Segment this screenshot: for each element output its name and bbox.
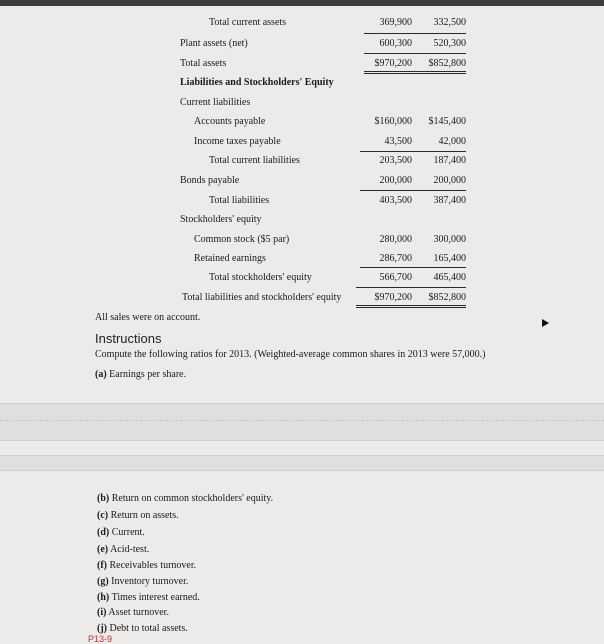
row-label: Income taxes payable [194, 136, 281, 147]
row-label: Total current liabilities [209, 155, 300, 166]
row-label: Total stockholders' equity [209, 272, 312, 283]
row-value-2013: 403,500 [379, 195, 412, 206]
row-value-2012: 165,400 [433, 253, 466, 264]
item-letter: (g) [97, 576, 109, 587]
subsection-heading: Current liabilities [180, 97, 251, 108]
row-value-2012: 465,400 [433, 272, 466, 283]
item-letter: (e) [97, 544, 109, 555]
item-letter: (h) [97, 592, 110, 603]
note-text: All sales were on account. [95, 312, 201, 323]
item-text: Inventory turnover. [111, 576, 189, 587]
row-label: Accounts payable [194, 116, 266, 127]
section-heading: Liabilities and Stockholders' Equity [180, 77, 334, 88]
row-label: Bonds payable [180, 175, 240, 186]
row-label: Total assets [180, 58, 227, 69]
item-text: Times interest earned. [111, 592, 200, 603]
row-value-2013: 600,300 [379, 38, 412, 49]
double-underline-bottom [364, 73, 466, 74]
row-value-2012: 520,300 [433, 38, 466, 49]
row-value-2013: $970,200 [374, 292, 412, 303]
row-value-2012: $852,800 [428, 292, 466, 303]
underline [356, 287, 466, 288]
list-item [97, 623, 188, 634]
mouse-cursor-icon [542, 319, 549, 327]
list-item [97, 527, 145, 538]
row-label: Plant assets (net) [180, 38, 248, 49]
row-label: Total current assets [209, 17, 287, 28]
underline [364, 33, 466, 34]
row-value-2012: 332,500 [433, 17, 466, 28]
row-value-2012: 300,000 [433, 234, 466, 245]
row-value-2013: 43,500 [384, 136, 412, 147]
item-text: Asset turnover. [108, 607, 169, 618]
list-item [97, 592, 200, 603]
row-value-2013: 566,700 [379, 272, 412, 283]
row-value-2012: 200,000 [433, 175, 466, 186]
instructions-heading: Instructions [95, 331, 162, 346]
answer-band [0, 403, 604, 441]
item-text: Return on assets. [110, 510, 179, 521]
item-letter: (i) [97, 607, 107, 618]
top-bar [0, 0, 604, 6]
answer-band [0, 455, 604, 471]
footer-fragment: P13-9 [88, 634, 113, 644]
underline [364, 53, 466, 54]
item-letter: (b) [97, 493, 110, 504]
list-item [97, 560, 196, 571]
row-value-2013: 286,700 [379, 253, 412, 264]
item-letter: (d) [97, 527, 110, 538]
row-value-2012: $145,400 [428, 116, 466, 127]
row-value-2013: 369,900 [379, 17, 412, 28]
item-letter: (a) [95, 369, 107, 380]
item-a [95, 369, 186, 380]
list-item [97, 493, 273, 504]
row-value-2013: 200,000 [379, 175, 412, 186]
row-value-2012: 42,000 [438, 136, 466, 147]
item-text: Earnings per share. [109, 369, 187, 380]
row-label: Retained earnings [194, 253, 266, 264]
row-label: Total liabilities [209, 195, 270, 206]
item-text: Debt to total assets. [109, 623, 188, 634]
item-text: Acid-test. [110, 544, 150, 555]
list-item [97, 607, 169, 618]
row-value-2013: $970,200 [374, 58, 412, 69]
underline [360, 267, 466, 268]
list-item [97, 544, 149, 555]
row-value-2012: 187,400 [433, 155, 466, 166]
double-underline-bottom [356, 307, 466, 308]
instructions-text: Compute the following ratios for 2013. (Weighted-average common shares in 2013 were 57,000.) [95, 349, 486, 360]
row-label: Common stock ($5 par) [194, 234, 290, 245]
item-text: Current. [111, 527, 145, 538]
list-item [97, 576, 188, 587]
row-value-2013: 280,000 [379, 234, 412, 245]
row-value-2012: 387,400 [433, 195, 466, 206]
row-value-2012: $852,800 [428, 58, 466, 69]
double-underline-top [364, 71, 466, 72]
item-letter: (j) [97, 623, 107, 634]
item-letter: (c) [97, 510, 109, 521]
item-text: Receivables turnover. [109, 560, 197, 571]
item-letter: (f) [97, 560, 107, 571]
item-text: Return on common stockholders' equity. [111, 493, 274, 504]
underline [360, 190, 466, 191]
row-value-2013: 203,500 [379, 155, 412, 166]
band-divider [0, 420, 604, 422]
row-label: Total liabilities and stockholders' equity [182, 292, 342, 303]
underline [360, 151, 466, 152]
row-value-2013: $160,000 [374, 116, 412, 127]
double-underline-top [356, 305, 466, 306]
subsection-heading: Stockholders' equity [180, 214, 262, 225]
list-item [97, 510, 179, 521]
